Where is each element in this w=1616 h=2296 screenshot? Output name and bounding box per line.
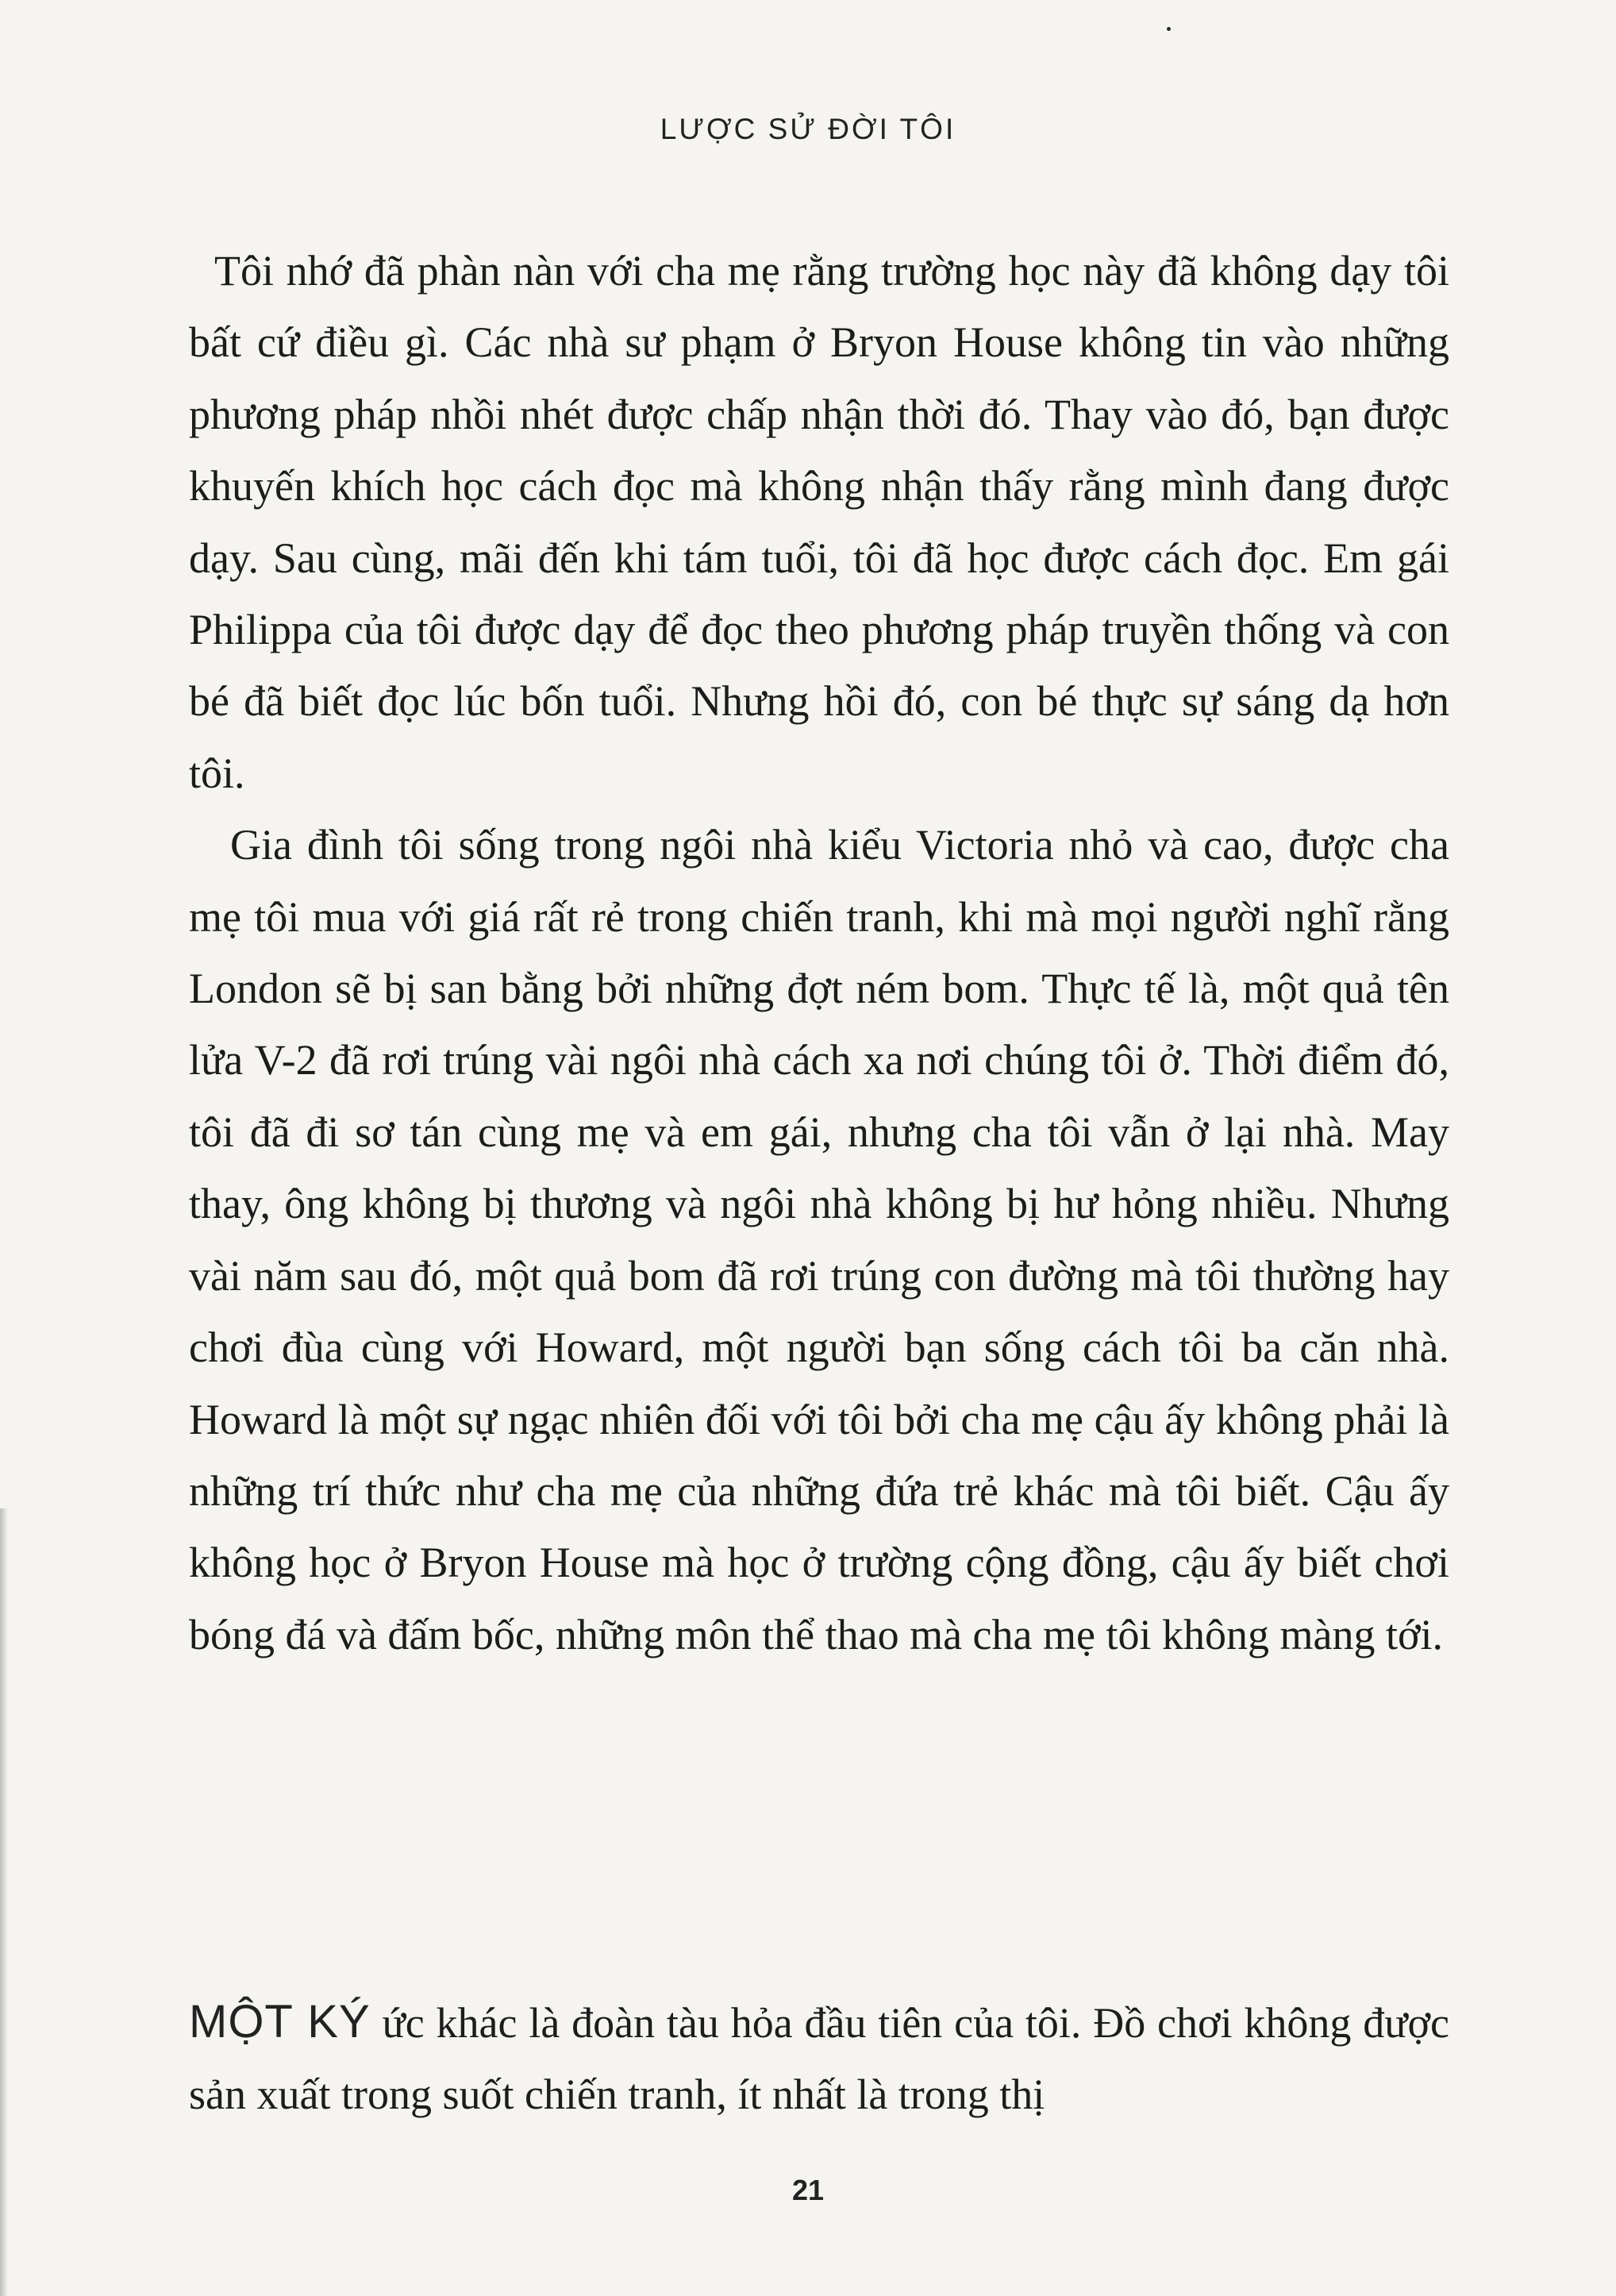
page-number: 21 xyxy=(791,2174,825,2206)
paragraph-school: Tôi nhớ đã phàn nàn với cha mẹ rằng trường học này đã không dạy tôi bất cứ điều gì. Các nhà sư phạm ở Bryon House không tin vào những phương pháp nhồi nhét được chấp nhận thời đó. Thay vào đó, bạn được khuyến khích học cách đọc mà không nhận thấy rằng mình đang được dạy. Sau cùng, mãi đến khi tám tuổi, tôi đã học được cách đọc. Em gái Philippa của tôi được dạy để đọc theo phương pháp truyền thống và con bé đã biết đọc lúc bốn tuổi. Nhưng hồi đó, con bé thực sự sáng dạ hơn tôi. xyxy=(189,247,1449,797)
body-text xyxy=(189,235,1449,1670)
section-body: ức khác là đoàn tàu hỏa đầu tiên của tôi. Đồ chơi không được sản xuất trong suốt chiến tranh, ít nhất là trong thị xyxy=(189,1999,1450,2119)
running-header: LƯỢC SỬ ĐỜI TÔI xyxy=(660,113,956,145)
section-text xyxy=(189,1986,1449,2131)
paragraph-house: Gia đình tôi sống trong ngôi nhà kiểu Victoria nhỏ và cao, được cha mẹ tôi mua với giá rất rẻ trong chiến tranh, khi mà mọi người nghĩ rằng London sẽ bị san bằng bởi những đợt ném bom. Thực tế là, một quả tên lửa V-2 đã rơi trúng vài ngôi nhà cách xa nơi chúng tôi ở. Thời điểm đó, tôi đã đi sơ tán cùng mẹ và em gái, nhưng cha tôi vẫn ở lại nhà. May thay, ông không bị thương và ngôi nhà không bị hư hỏng nhiều. Nhưng vài năm sau đó, một quả bom đã rơi trúng con đường mà tôi thường hay chơi đùa cùng với Howard, một người bạn sống cách tôi ba căn nhà. Howard là một sự ngạc nhiên đối với tôi bởi cha mẹ cậu ấy không phải là những trí thức như cha mẹ của những đứa trẻ khác mà tôi biết. Cậu ấy không học ở Bryon House mà học ở trường cộng đồng, cậu ấy biết chơi bóng đá và đấm bốc, những môn thể thao mà cha mẹ tôi không màng tới. xyxy=(189,821,1449,1658)
section-lead-words: MỘT KÝ xyxy=(189,1996,371,2048)
scan-speck xyxy=(1167,27,1171,31)
paragraph-train xyxy=(189,1986,1449,2131)
